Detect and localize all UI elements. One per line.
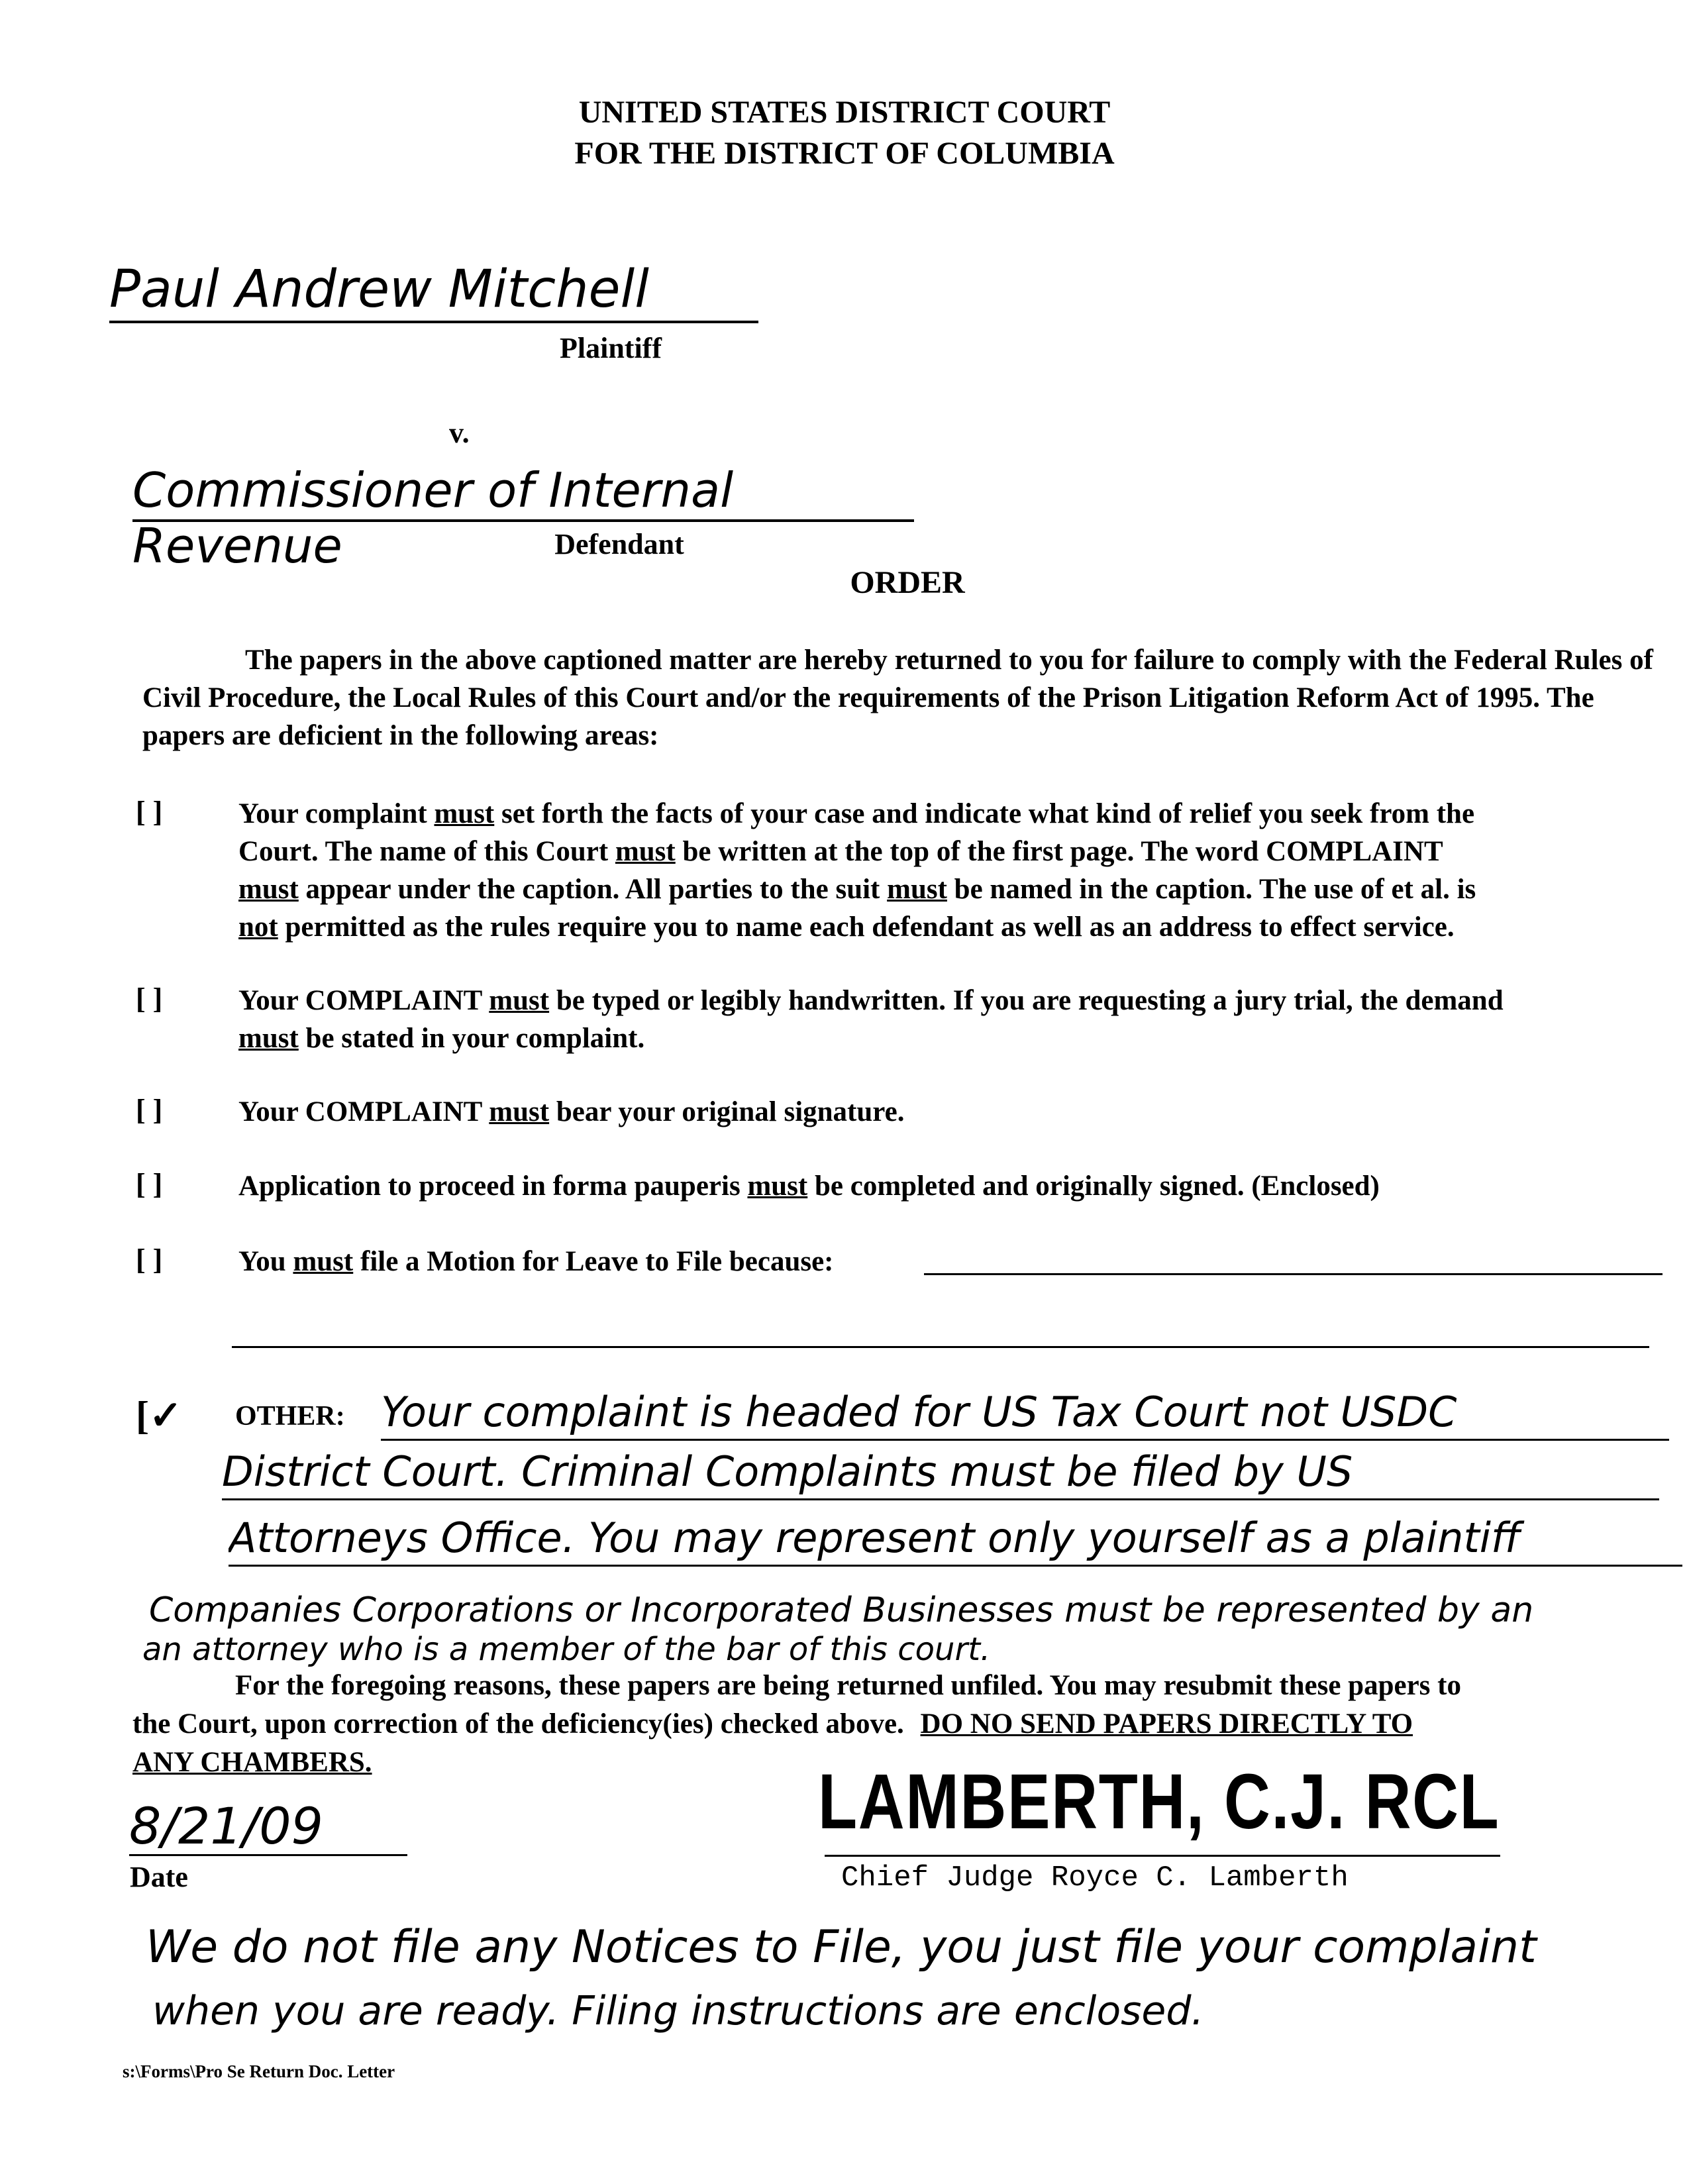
item-line: Application to proceed in forma pauperis must be completed and originally signed. (Enclosed) — [238, 1170, 1380, 1202]
other-handwritten-line-4: Companies Corporations or Incorporated Businesses must be represented by an — [149, 1590, 1534, 1630]
checklist-item-motion-leave — [136, 1243, 1679, 1282]
item-line: not permitted as the rules require you to name each defendant as well as an address to effect service. — [238, 911, 1455, 943]
checkbox-checked[interactable]: [✓ — [136, 1394, 183, 1437]
item-line: Your COMPLAINT must bear your original signature. — [238, 1096, 905, 1127]
checkbox[interactable]: [ ] — [136, 796, 163, 828]
item-line: You must file a Motion for Leave to File because: — [238, 1246, 834, 1277]
checklist-item-signature — [136, 1093, 1679, 1133]
defendant-name: Commissioner of Internal Revenue — [132, 462, 914, 522]
judge-stamp: LAMBERTH, C.J. RCL — [818, 1758, 1500, 1846]
checkbox[interactable]: [ ] — [136, 982, 163, 1015]
checklist-item-complaint-typed — [136, 982, 1679, 1061]
item-line: must be stated in your complaint. — [238, 1023, 645, 1054]
item-line: Your complaint must set forth the facts of your case and indicate what kind of relief you seek from the — [238, 798, 1475, 829]
item-line: Court. The name of this Court must be written at the top of the first page. The word COMPLAINT — [238, 836, 1443, 867]
handwritten-note-line-2: when you are ready. Filing instructions are enclosed. — [152, 1988, 1204, 2034]
motion-reason-line[interactable] — [924, 1273, 1663, 1275]
plaintiff-label: Plaintiff — [560, 332, 662, 364]
plaintiff-name: Paul Andrew Mitchell — [109, 260, 758, 323]
closing-warning: DO NO SEND PAPERS DIRECTLY TO — [920, 1708, 1413, 1740]
defendant-label: Defendant — [554, 528, 684, 560]
closing-line-1: For the foregoing reasons, these papers are being returned unfiled. You may resubmit these papers to — [235, 1670, 1461, 1701]
signature-line — [825, 1855, 1500, 1857]
intro-paragraph: The papers in the above captioned matter are hereby returned to you for failure to comply with the Federal Rules of Civil Procedure, the Local Rules of this Court and/or the requirements of the Prison Litigation Reform Act of 1995. The papers are deficient in the following areas: — [142, 645, 1653, 751]
checkbox[interactable]: [ ] — [136, 1243, 163, 1276]
handwritten-note-line-1: We do not file any Notices to File, you just file your complaint — [146, 1921, 1537, 1973]
court-district: FOR THE DISTRICT OF COLUMBIA — [574, 136, 1115, 171]
other-label: OTHER: — [235, 1401, 345, 1431]
court-name: UNITED STATES DISTRICT COURT — [578, 95, 1111, 130]
order-title: ORDER — [850, 565, 965, 600]
date-label: Date — [130, 1861, 188, 1893]
checkbox[interactable]: [ ] — [136, 1168, 163, 1200]
other-handwritten-line-3: Attorneys Office. You may represent only yourself as a plaintiff — [229, 1512, 1682, 1567]
checkbox[interactable]: [ ] — [136, 1094, 163, 1126]
versus-label: v. — [449, 417, 470, 449]
other-handwritten-line-1: Your complaint is headed for US Tax Court not USDC — [381, 1386, 1669, 1441]
closing-line-2-text: the Court, upon correction of the deficiency(ies) checked above. — [132, 1708, 904, 1740]
closing-line-2 — [132, 1705, 1682, 1743]
item-line: must appear under the caption. All parties to the suit must be named in the caption. The use of et al. is — [238, 874, 1476, 905]
checklist-item-forma-pauperis — [136, 1167, 1679, 1207]
judge-name: Chief Judge Royce C. Lamberth — [841, 1861, 1349, 1895]
other-handwritten-line-2: District Court. Criminal Complaints must be filed by US — [222, 1445, 1659, 1500]
date-value: 8/21/09 — [129, 1798, 407, 1856]
closing-warning-chambers: ANY CHAMBERS. — [132, 1747, 372, 1778]
item-line: Your COMPLAINT must be typed or legibly handwritten. If you are requesting a jury trial, the demand — [238, 985, 1504, 1016]
other-handwritten-line-5: an attorney who is a member of the bar of this court. — [142, 1631, 991, 1668]
form-path: s:\Forms\Pro Se Return Doc. Letter — [123, 2061, 395, 2081]
checklist-item-complaint-content — [136, 795, 1679, 954]
motion-reason-line-2[interactable] — [232, 1346, 1649, 1348]
